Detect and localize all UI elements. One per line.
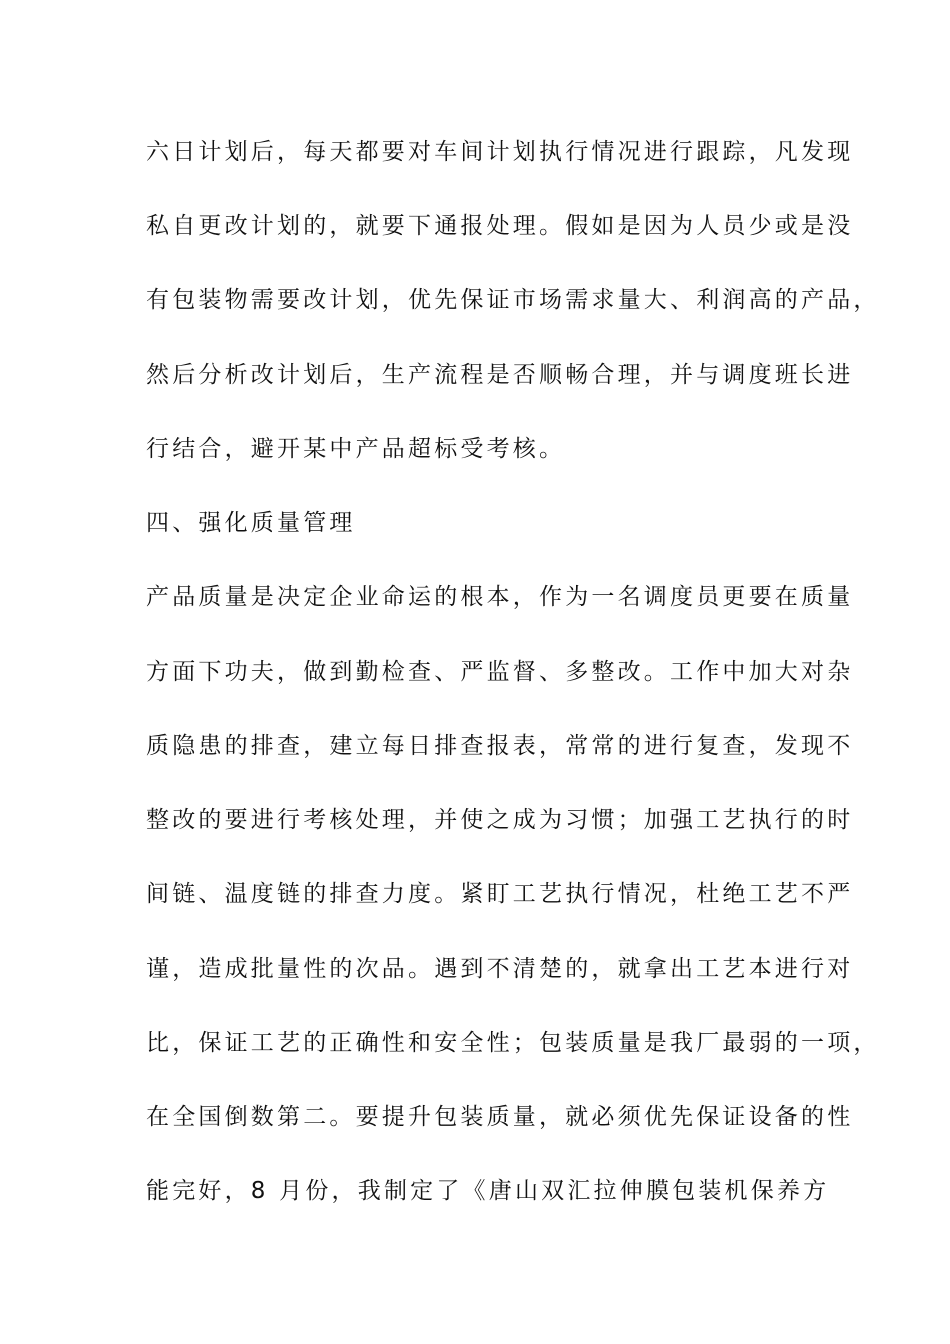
paragraph-line: 间链、温度链的排查力度。紧盯工艺执行情况，杜绝工艺不严 [146, 881, 854, 907]
paragraph-line: 能完好，8 月份，我制定了《唐山双汇拉伸膜包装机保养方 [146, 1178, 830, 1204]
paragraph-line: 六日计划后，每天都要对车间计划执行情况进行跟踪，凡发现 [146, 139, 854, 165]
paragraph-line: 整改的要进行考核处理，并使之成为习惯；加强工艺执行的时 [146, 807, 854, 833]
paragraph-line: 有包装物需要改计划，优先保证市场需求量大、利润高的产品， [146, 287, 880, 313]
paragraph-line: 比，保证工艺的正确性和安全性；包装质量是我厂最弱的一项， [146, 1030, 880, 1056]
paragraph-line: 在全国倒数第二。要提升包装质量，就必须优先保证设备的性 [146, 1104, 854, 1130]
paragraph-line: 质隐患的排查，建立每日排查报表，常常的进行复查，发现不 [146, 733, 854, 759]
paragraph-line: 产品质量是决定企业命运的根本，作为一名调度员更要在质量 [146, 584, 854, 610]
section-heading: 四、强化质量管理 [146, 510, 356, 536]
paragraph-line: 方面下功夫，做到勤检查、严监督、多整改。工作中加大对杂 [146, 659, 854, 685]
paragraph-line: 然后分析改计划后，生产流程是否顺畅合理，并与调度班长进 [146, 362, 854, 388]
paragraph-line: 谨，造成批量性的次品。遇到不清楚的，就拿出工艺本进行对 [146, 956, 854, 982]
paragraph-line: 私自更改计划的，就要下通报处理。假如是因为人员少或是没 [146, 213, 854, 239]
paragraph-line: 行结合，避开某中产品超标受考核。 [146, 436, 566, 462]
